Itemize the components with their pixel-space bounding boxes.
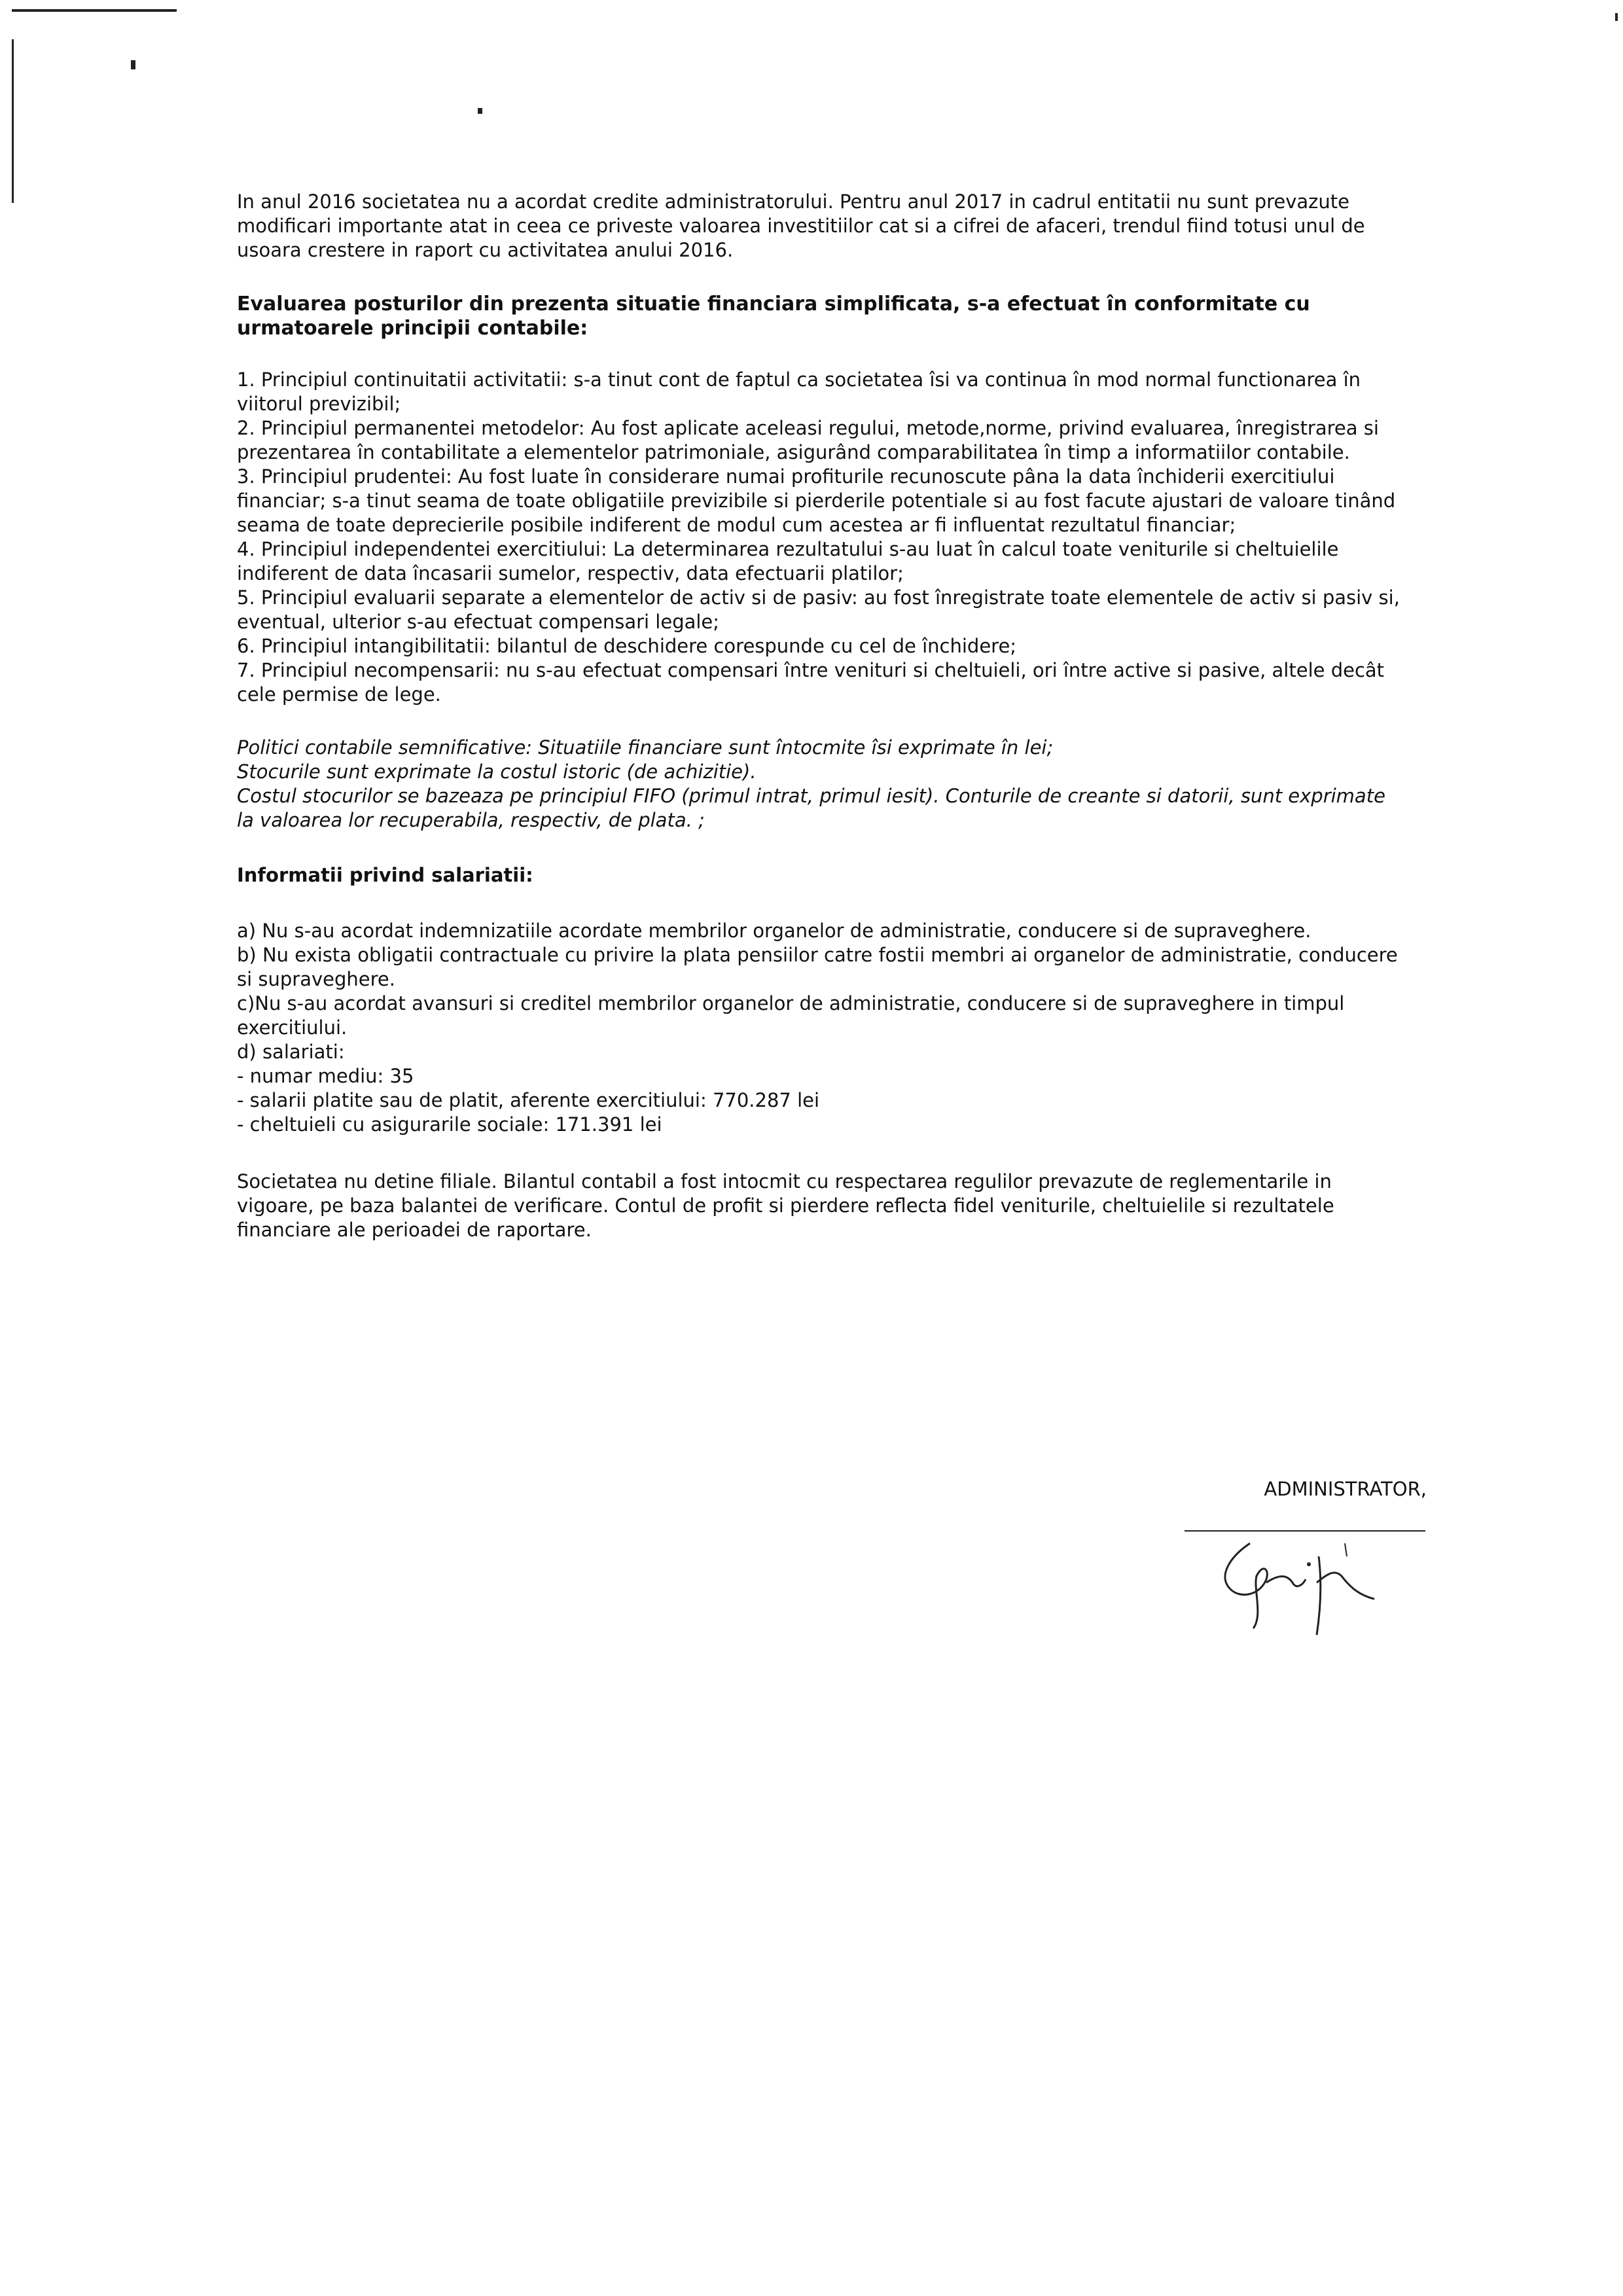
closing-paragraph xyxy=(237,1170,1419,1242)
policy-line: Costul stocurilor se bazeaza pe principiul FIFO (primul intrat, primul iesit). Conturile de creante si datorii, sunt exprimate xyxy=(237,785,1385,807)
accounting-policies xyxy=(237,736,1419,833)
document-body xyxy=(237,190,1419,1242)
handwritten-signature xyxy=(1204,1517,1414,1641)
evaluation-heading xyxy=(237,292,1419,340)
scan-border-top xyxy=(12,9,177,12)
principle-line: indiferent de data încasarii sumelor, respectiv, data efectuarii platilor; xyxy=(237,562,904,584)
closing-line: vigoare, pe baza balantei de verificare. Contul de profit si pierdere reflecta fidel veniturile, cheltuielile si rezultatele xyxy=(237,1194,1334,1217)
salary-line: - cheltuieli cu asigurarile sociale: 171.391 lei xyxy=(237,1113,662,1136)
salary-heading: Informatii privind salariatii: xyxy=(237,864,533,886)
policy-line: la valoarea lor recuperabila, respectiv, de plata. ; xyxy=(237,809,705,831)
principle-line: 5. Principiul evaluarii separate a elementelor de activ si de pasiv: au fost înregistrate toate elementele de activ si pasiv si, xyxy=(237,586,1400,609)
salary-line: b) Nu exista obligatii contractuale cu privire la plata pensiilor catre fostii membri ai organelor de administratie, conducere xyxy=(237,944,1398,966)
signature-block xyxy=(1178,1478,1427,1648)
scan-speck xyxy=(1615,13,1618,21)
salary-line: exercitiului. xyxy=(237,1016,348,1039)
policy-line: Stocurile sunt exprimate la costul istoric (de achizitie). xyxy=(237,761,757,783)
salary-line: d) salariati: xyxy=(237,1041,345,1063)
closing-line: financiare ale perioadei de raportare. xyxy=(237,1219,592,1241)
intro-line: modificari importante atat in ceea ce priveste valoarea investitiilor cat si a cifrei de afaceri, trendul fiind totusi unul de xyxy=(237,215,1365,237)
principle-line: prezentarea în contabilitate a elementelor patrimoniale, asigurând comparabilitatea în timp a informatiilor contabile. xyxy=(237,441,1350,463)
scan-border-left xyxy=(12,39,14,203)
principle-line: financiar; s-a tinut seama de toate obligatiile previzibile si pierderile potentiale si au fost facute ajustari de valoare tinând xyxy=(237,490,1396,512)
scan-speck xyxy=(478,108,482,114)
closing-line: Societatea nu detine filiale. Bilantul contabil a fost intocmit cu respectarea regulilor prevazute de reglementarile in xyxy=(237,1170,1332,1193)
principle-line: viitorul previzibil; xyxy=(237,393,401,415)
principle-line: 7. Principiul necompensarii: nu s-au efectuat compensari între venituri si cheltuieli, ori între active si pasive, altele decât xyxy=(237,659,1385,681)
heading-line: urmatoarele principii contabile: xyxy=(237,317,588,340)
principle-line: cele permise de lege. xyxy=(237,683,441,706)
principle-line: 2. Principiul permanentei metodelor: Au fost aplicate aceleasi regului, metode,norme, privind evaluarea, înregistrarea si xyxy=(237,417,1379,439)
intro-line: In anul 2016 societatea nu a acordat credite administratorului. Pentru anul 2017 in cadrul entitatii nu sunt prevazute xyxy=(237,190,1349,213)
policy-line: Politici contabile semnificative: Situatiile financiare sunt întocmite îsi exprimate în lei; xyxy=(237,736,1054,759)
principle-line: 1. Principiul continuitatii activitatii: s-a tinut cont de faptul ca societatea îsi va continua în mod normal functionarea în xyxy=(237,368,1361,391)
intro-paragraph xyxy=(237,190,1419,262)
heading-line: Evaluarea posturilor din prezenta situatie financiara simplificata, s-a efectuat în conformitate cu xyxy=(237,293,1310,315)
principle-line: 6. Principiul intangibilitatii: bilantul de deschidere corespunde cu cel de închidere; xyxy=(237,635,1017,657)
scan-speck xyxy=(131,60,135,69)
principle-line: 3. Principiul prudentei: Au fost luate în considerare numai profiturile recunoscute pâna la data închiderii exercitiului xyxy=(237,465,1335,488)
administrator-label: ADMINISTRATOR, xyxy=(1264,1478,1427,1500)
salary-line: si supraveghere. xyxy=(237,968,395,990)
principle-line: seama de toate deprecierile posibile indiferent de modul cum acestea ar fi influentat rezultatul financiar; xyxy=(237,514,1236,536)
salary-line: - numar mediu: 35 xyxy=(237,1065,414,1087)
principle-line: eventual, ulterior s-au efectuat compensari legale; xyxy=(237,611,720,633)
salary-info xyxy=(237,919,1419,1137)
intro-line: usoara crestere in raport cu activitatea anului 2016. xyxy=(237,239,734,261)
salary-line: - salarii platite sau de platit, aferente exercitiului: 770.287 lei xyxy=(237,1089,820,1111)
principles-list xyxy=(237,368,1419,707)
principle-line: 4. Principiul independentei exercitiului: La determinarea rezultatului s-au luat în calcul toate veniturile si cheltuielile xyxy=(237,538,1339,560)
salary-line: c)Nu s-au acordat avansuri si creditel membrilor organelor de administratie, conducere si de supraveghere in timpul xyxy=(237,992,1345,1014)
salary-line: a) Nu s-au acordat indemnizatiile acordate membrilor organelor de administratie, conducere si de supraveghere. xyxy=(237,920,1311,942)
